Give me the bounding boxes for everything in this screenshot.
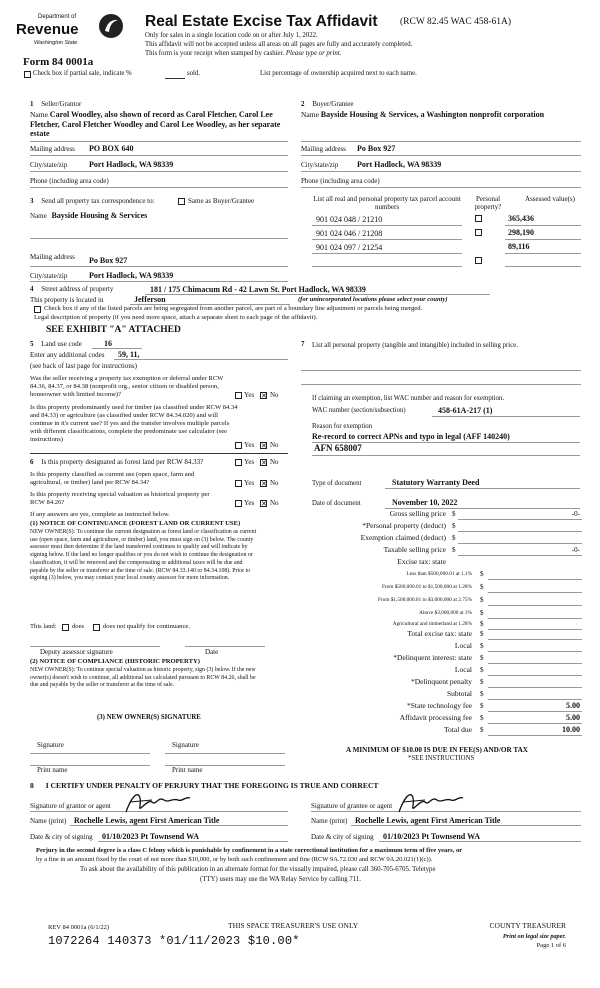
header-note1: Only for sales in a single location code on or after July 1, 2022.	[145, 32, 318, 39]
parcels-col2-header: Personal property?	[474, 195, 502, 212]
bracket3-label: From $1,500,000.01 to $3,000,000 at 2.75%	[377, 597, 472, 603]
corr-mail-label: Mailing address	[30, 253, 75, 261]
unincorporated-note: (for unincorporated locations please select your county)	[298, 296, 448, 303]
grantor-date-line	[98, 841, 288, 842]
buyer-heading: Buyer/Grantee	[312, 100, 354, 108]
q6a-no-checkbox[interactable]: ✕	[261, 459, 267, 467]
parcel-row-3: 901 024 097 / 21254	[316, 243, 383, 252]
q6b-yes-checkbox[interactable]	[235, 480, 242, 487]
q5b-no-label: No	[270, 441, 279, 449]
partial-sale-label: Check box if partial sale, indicate %	[33, 70, 132, 77]
corr-name-row	[30, 211, 147, 220]
bracket1-dollar: $	[480, 570, 484, 578]
seller-name-label: Name	[30, 110, 48, 119]
value-line-3	[505, 253, 581, 254]
corr-city-line	[30, 281, 288, 282]
q6c-yes-checkbox[interactable]	[235, 500, 242, 507]
taxable-line	[458, 555, 582, 556]
grantee-date-label: Date & city of signing	[311, 833, 374, 841]
owner-print-line-1	[30, 765, 150, 766]
additional-codes: 59, 11,	[118, 350, 140, 359]
forest-q3: Is this property receiving special valuation as historical property per RCW 84.26?	[30, 491, 210, 506]
see-instructions-note: *SEE INSTRUCTIONS	[408, 755, 475, 762]
header-note3	[145, 50, 341, 58]
does-not-label: does not qualify for continuance.	[103, 623, 190, 630]
exemption-deduct-label: Exemption claimed (deduct)	[360, 533, 446, 542]
total-due-line	[488, 735, 582, 736]
bracket1-label: Less than $500,000.01 at 1.1%	[406, 571, 472, 577]
bracket4-label: Above $3,000,000 at 3%	[419, 610, 472, 616]
total-excise-label: Total excise tax: state	[407, 629, 472, 638]
gross-dollar: $	[452, 510, 456, 518]
percent-note: List percentage of ownership acquired next to each name.	[260, 70, 417, 77]
corr-mail-line	[30, 266, 288, 267]
personal-label: List all personal property (tangible and intangible) included in selling price.	[312, 342, 518, 349]
q6a-no-label: No	[270, 458, 279, 466]
total-due-dollar: $	[480, 726, 484, 734]
tech-fee-dollar: $	[480, 702, 484, 710]
q6b-no-label: No	[270, 479, 279, 487]
grantee-name-label: Name (print)	[311, 817, 348, 825]
tech-fee-line	[488, 711, 582, 712]
grantor-date: 01/10/2023 Pt Townsend WA	[102, 832, 199, 841]
bracket5-line	[488, 629, 582, 630]
affidavit-fee-label: Affidavit processing fee	[399, 713, 472, 722]
q5a-yes-checkbox[interactable]	[235, 392, 242, 399]
parcel-line-1	[312, 225, 462, 226]
parcel-line-3	[312, 253, 462, 254]
footer-rev: REV 84 0001a (6/1/22)	[48, 924, 110, 931]
land-use-q2	[30, 404, 240, 444]
personal-deduct-line	[458, 531, 582, 532]
footer-county: COUNTY TREASURER	[489, 921, 566, 930]
partial-percent-line	[165, 78, 185, 79]
grantee-date: 01/10/2023 Pt Townsend WA	[383, 832, 480, 841]
street-line	[145, 294, 490, 295]
afn-text: AFN 658007	[314, 443, 362, 453]
grantor-name: Rochelle Lewis, agent First American Title	[74, 816, 220, 825]
dept-line3: Washington State	[34, 40, 78, 46]
excise-state-label: Excise tax: state	[397, 557, 446, 566]
affidavit-fee-line	[488, 723, 582, 724]
does-label: does	[72, 623, 85, 630]
seller-city-line	[30, 171, 288, 172]
forest-if-yes: If any answers are yes, complete as instructed below.	[30, 511, 170, 518]
seller-name-block	[30, 110, 288, 139]
corr-city-label: City/state/zip	[30, 272, 68, 280]
grantee-name-line	[351, 825, 581, 826]
buyer-name-label: Name	[301, 110, 319, 119]
certify-num: 8	[30, 781, 34, 790]
does-not-checkbox[interactable]	[93, 624, 100, 631]
bracket5-dollar: $	[480, 620, 484, 628]
additional-codes-label: Enter any additional codes	[30, 351, 105, 359]
local-dollar: $	[480, 642, 484, 650]
parcel-row-2: 901 024 046 / 21208	[316, 229, 383, 238]
dept-line2: Revenue	[16, 21, 79, 38]
new-owner-sig-title: (3) NEW OWNER(S) SIGNATURE	[97, 714, 201, 721]
seller-section	[30, 100, 81, 108]
grantor-signature-icon	[122, 788, 192, 818]
grantor-name-line	[70, 825, 288, 826]
buyer-mail: Po Box 927	[357, 144, 396, 153]
perjury-line2: by a fine in an amount fixed by the court of not more than $10,000, or by both such confinement and fine (RCW 9A.72.030 and RCW 9A.20.021(1)(c)).	[36, 856, 433, 863]
doc-type-line	[385, 488, 580, 489]
forest-q2: Is this property classified as current use (open space, farm and agricultural, or timber) land per RCW 84.34?	[30, 471, 195, 486]
seller-name-line	[30, 141, 288, 142]
seller-heading: Seller/Grantor	[41, 100, 82, 108]
doc-date: November 10, 2022	[392, 498, 458, 507]
wac-number: 458-61A-217 (1)	[438, 406, 493, 415]
land-use-num: 5	[30, 340, 34, 348]
parcel-row-1: 901 024 048 / 21210	[316, 215, 383, 224]
assessed-value-2: 298,190	[508, 228, 534, 237]
reason-label: Reason for exemption	[312, 423, 373, 430]
taxable-label: Taxable selling price	[383, 545, 446, 554]
buyer-city: Port Hadlock, WA 98339	[357, 160, 442, 169]
owner-signature-label-1: Signature	[37, 741, 64, 749]
buyer-num: 2	[301, 100, 305, 108]
owner-signature-label-2: Signature	[172, 741, 199, 749]
bracket4-dollar: $	[480, 609, 484, 617]
seller-num: 1	[30, 100, 34, 108]
bracket3-dollar: $	[480, 596, 484, 604]
subtotal-dollar: $	[480, 690, 484, 698]
seller-mail: PO BOX 640	[89, 144, 134, 153]
header-note3-italic: Please type or print.	[285, 50, 342, 57]
buyer-name-block	[301, 110, 581, 120]
assessed-value-1: 365,436	[508, 214, 534, 223]
perjury-line3: To ask about the availability of this publication in an alternate format for the visually impaired, please call 360-705-6705. Teletype	[80, 866, 436, 873]
owner-print-name-label-1: Print name	[37, 766, 68, 774]
assessed-value-3: 89,116	[508, 242, 530, 251]
land-use-row	[30, 340, 82, 348]
this-land-row	[30, 623, 57, 631]
taxable-value: -0-	[571, 546, 580, 554]
footer-legal-paper: Print on legal size paper.	[502, 933, 566, 940]
wac-line	[432, 416, 580, 417]
delinquent-interest-line	[488, 663, 582, 664]
parcels-col1-header: List all real and personal property tax parcel account numbers	[313, 195, 461, 212]
q6a-yes-checkbox[interactable]	[235, 459, 242, 466]
total-due-label: Total due	[443, 725, 472, 734]
notice1-title: (1) NOTICE OF CONTINUANCE (FOREST LAND OR CURRENT USE)	[30, 520, 241, 527]
total-excise-line	[488, 639, 582, 640]
buyer-phone-label: Phone (including area code)	[301, 177, 380, 185]
bracket4-line	[488, 618, 582, 619]
affidavit-fee-value: 5.00	[566, 713, 580, 722]
deputy-date-label: Date	[205, 648, 219, 656]
buyer-city-label: City/state/zip	[301, 161, 339, 169]
title-ref: (RCW 82.45 WAC 458-61A)	[400, 17, 512, 27]
cashier-stamp: 1072264 140373 *01/11/2023 $10.00*	[48, 934, 300, 948]
deputy-sig-label: Deputy assessor signature	[40, 648, 113, 656]
gross-line	[458, 519, 582, 520]
revenue-logo-icon	[98, 13, 124, 39]
minimum-due-note: A MINIMUM OF $10.00 IS DUE IN FEE(S) AND/OR TAX	[346, 746, 528, 754]
owner-sig-line-1	[30, 753, 150, 754]
total-excise-dollar: $	[480, 630, 484, 638]
see-back-note: (see back of last page for instructions)	[30, 362, 137, 370]
seller-city-label: City/state/zip	[30, 161, 68, 169]
grantee-sig-label: Signature of grantee or agent	[311, 802, 393, 810]
exemption-deduct-dollar: $	[452, 534, 456, 542]
correspondence-label: Send all property tax correspondence to:	[41, 197, 155, 205]
delinquent-interest-label: *Delinquent interest: state	[393, 653, 472, 662]
partial-sold-label: sold.	[187, 70, 201, 77]
partial-sale-checkbox[interactable]	[24, 71, 31, 78]
forest-num: 6	[30, 458, 34, 466]
bracket1-line	[488, 579, 582, 580]
segregated-label: Check box if any of the listed parcels are being segregated from another parcel, are part of a boundary line adjustment or parcels being merged.	[44, 305, 423, 312]
deputy-date-line	[185, 646, 265, 647]
parcels-col3-header: Assessed value(s)	[525, 195, 575, 203]
land-use-code-line	[92, 348, 142, 349]
located-county: Jefferson	[134, 295, 166, 304]
notice2-title: (2) NOTICE OF COMPLIANCE (HISTORIC PROPERTY)	[30, 658, 200, 665]
gross-value: -0-	[571, 510, 580, 518]
wac-label: WAC number (section/subsection)	[312, 407, 406, 414]
personal-property-checkbox-2[interactable]	[475, 229, 482, 236]
total-due-value: 10.00	[562, 725, 580, 734]
gross-label: Gross selling price	[389, 509, 446, 518]
page-title: Real Estate Excise Tax Affidavit	[145, 13, 378, 30]
revenue-logo	[16, 13, 124, 53]
buyer-mail-label: Mailing address	[301, 145, 346, 153]
doc-type: Statutory Warranty Deed	[392, 478, 480, 487]
q5a-no-checkbox[interactable]: ✕	[261, 392, 267, 400]
taxable-dollar: $	[452, 546, 456, 554]
land-use-code-label: Land use code	[41, 340, 82, 348]
grantor-date-label: Date & city of signing	[30, 833, 93, 841]
buyer-section	[301, 100, 353, 108]
tech-fee-value: 5.00	[566, 701, 580, 710]
tech-fee-label: *State technology fee	[407, 701, 472, 710]
bracket2-label: From $500,000.01 to $1,500,000 at 1.28%	[381, 584, 472, 590]
location-street-label: Street address of property	[41, 285, 114, 293]
personal-property-checkbox-1[interactable]	[475, 215, 482, 222]
q5b-yes-checkbox[interactable]	[235, 442, 242, 449]
personal-property-checkbox-4[interactable]	[475, 257, 482, 264]
land-use-q1: Was the seller receiving a property tax exemption or deferral under RCW 84.36, 84.37, or 84.38 (nonprofit org., senior citizen or disabled person, homeowner with limited income)?	[30, 375, 224, 398]
this-land-label: This land:	[30, 623, 57, 630]
buyer-phone-line	[301, 187, 581, 188]
bracket2-line	[488, 592, 582, 593]
value-line-4	[505, 266, 581, 267]
q5b-no-checkbox[interactable]: ✕	[261, 442, 267, 450]
delinquent-interest-dollar: $	[480, 654, 484, 662]
delinquent-penalty-dollar: $	[480, 678, 484, 686]
reason-text: Re-record to correct APNs and typo in legal (AFF 140240)	[312, 432, 510, 441]
exhibit-text: SEE EXHIBIT "A" ATTACHED	[46, 325, 181, 335]
additional-codes-line	[114, 359, 288, 360]
grantee-name: Rochelle Lewis, agent First American Title	[355, 816, 501, 825]
q6c-yes-label: Yes	[244, 499, 255, 507]
seller-phone-line	[30, 187, 288, 188]
local2-dollar: $	[480, 666, 484, 674]
personal-num: 7	[301, 340, 305, 348]
buyer-mail-line	[301, 155, 581, 156]
header-note2: This affidavit will not be accepted unless all areas on all pages are fully and accurately completed.	[145, 41, 413, 48]
corr-name: Bayside Housing & Services	[51, 211, 148, 220]
notice1-text: NEW OWNER(S): To continue the current designation as forest land or classification as current use (open space, farm and agriculture, or timber) land, you must sign on (3) below. The county assessor must then determine if the land transferred continues to qualify and will indicate by signing below. If the land no longer qualifies or you do not wish to continue the designation or classification, it will be removed and the compensating or additional taxes will be due and payable by the seller or transferor at the time of sale. (RCW 84.33.140 or 84.34.108). Prior to signing (3) below, you may contact your local county assessor for more information.	[30, 529, 257, 582]
buyer-city-line	[301, 171, 581, 172]
correspondence-num: 3	[30, 197, 34, 205]
corr-name-label: Name	[30, 212, 47, 220]
corr-name-line	[30, 238, 288, 239]
seller-mail-line	[30, 155, 288, 156]
footer-treasurer-space: THIS SPACE TREASURER'S USE ONLY	[228, 921, 359, 930]
bracket2-dollar: $	[480, 583, 484, 591]
subtotal-line	[488, 699, 582, 700]
buyer-name-line	[301, 141, 581, 142]
seller-phone-label: Phone (including area code)	[30, 177, 109, 185]
local-label: Local	[454, 641, 472, 650]
personal-row	[301, 340, 305, 348]
q5b-yes-label: Yes	[244, 441, 255, 449]
location-street: 181 / 175 Chimacum Rd - 42 Lawn St. Port Hadlock, WA 98339	[150, 285, 366, 294]
bracket5-label: Agricultural and timberland at 1.28%	[392, 621, 472, 627]
seller-name: Carol Woodley, also shown of record as Carol Fletcher, Carol Lee Fletcher, Carol Fletcher Woodley and Carol Lee Woodley, as her separate estate	[30, 110, 281, 138]
perjury-line4: (TTY) users may use the WA Relay Service by calling 711.	[200, 876, 362, 883]
q6b-no-checkbox[interactable]: ✕	[261, 480, 267, 488]
personal-line-1	[301, 370, 581, 371]
forest-q1-row	[30, 458, 203, 466]
certify-row	[30, 782, 379, 791]
location-num: 4	[30, 285, 34, 293]
same-as-buyer-label: Same as Buyer/Grantee	[188, 197, 255, 205]
perjury-line1: Perjury in the second degree is a class C felony which is punishable by confinement in a state correctional institution for a maximum term of five years, or	[36, 847, 463, 854]
located-label: This property is located in	[30, 296, 104, 304]
local2-label: Local	[454, 665, 472, 674]
doc-type-label: Type of document	[312, 480, 362, 487]
legal-description-label: Legal description of property (if you need more space, attach a separate sheet to each page of the affidavit).	[34, 314, 318, 321]
exemption-note: If claiming an exemption, list WAC number and reason for exemption.	[312, 395, 505, 402]
grantor-name-label: Name (print)	[30, 817, 67, 825]
delinquent-penalty-label: *Delinquent penalty	[410, 677, 472, 686]
land-use-q2-text: Is this property predominantly used for timber (as classified under RCW 84.34 and 84.33) or agriculture (as classified under RCW 84.34.020) and will continue in it's current use? If yes and the transfer involves multiple parcels with different classifications, complete the predominate use calculator (see instructions)	[30, 404, 238, 443]
personal-line-2	[301, 384, 581, 385]
corr-mail: Po Box 927	[89, 256, 128, 265]
value-line-2	[505, 239, 581, 240]
doc-date-label: Date of document	[312, 500, 361, 507]
parcel-line-2	[312, 239, 462, 240]
land-use-code: 16	[104, 339, 112, 348]
personal-deduct-label: *Personal property (deduct)	[362, 521, 446, 530]
forest-q1: Is this property designated as forest land per RCW 84.33?	[41, 458, 204, 466]
seller-city: Port Hadlock, WA 98339	[89, 160, 174, 169]
correspondence-section	[30, 197, 155, 205]
owner-print-name-label-2: Print name	[172, 766, 203, 774]
subtotal-label: Subtotal	[446, 689, 472, 698]
section6-top-line	[30, 453, 288, 454]
local-line	[488, 651, 582, 652]
grantee-date-line	[379, 841, 581, 842]
delinquent-penalty-line	[488, 687, 582, 688]
same-as-buyer-checkbox[interactable]	[178, 198, 185, 205]
deputy-sig-line	[30, 646, 160, 647]
parcel-line-4	[312, 266, 462, 267]
owner-print-line-2	[165, 765, 285, 766]
certify-text: I CERTIFY UNDER PENALTY OF PERJURY THAT THE FOREGOING IS TRUE AND CORRECT	[45, 781, 379, 790]
header-note3-text: This form is your receipt when stamped by cashier.	[145, 50, 285, 57]
q6a-yes-label: Yes	[244, 458, 255, 466]
owner-sig-line-2	[165, 753, 285, 754]
reason-line-2	[312, 455, 580, 456]
segregated-checkbox[interactable]	[34, 306, 41, 313]
location-street-row	[30, 285, 113, 293]
corr-city: Port Hadlock, WA 98339	[89, 271, 174, 280]
affidavit-fee-dollar: $	[480, 714, 484, 722]
does-checkbox[interactable]	[62, 624, 69, 631]
q6b-yes-label: Yes	[244, 479, 255, 487]
grantee-signature-icon	[395, 788, 465, 818]
q6c-no-label: No	[270, 499, 279, 507]
footer-page-number: Page 1 of 6	[536, 942, 566, 949]
grantor-sig-label: Signature of grantor or agent	[30, 802, 111, 810]
notice2-text: NEW OWNER(S): To continue special valuation as historic property, sign (3) below. If the new owner(s) doesn't wish to continue, all additional tax calculated pursuant to RCW 84.26, shall be due and payable by the seller or transferor at the time of sale.	[30, 667, 256, 689]
exemption-deduct-line	[458, 543, 582, 544]
form-number: Form 84 0001a	[23, 56, 94, 68]
q5a-no-label: No	[270, 391, 279, 399]
local2-line	[488, 675, 582, 676]
q6c-no-checkbox[interactable]: ✕	[261, 500, 267, 508]
personal-deduct-dollar: $	[452, 522, 456, 530]
buyer-name: Bayside Housing & Services, a Washington nonprofit corporation	[320, 110, 545, 119]
bracket3-line	[488, 605, 582, 606]
value-line-1	[505, 225, 581, 226]
seller-mail-label: Mailing address	[30, 145, 75, 153]
dept-line1: Department of	[38, 14, 77, 20]
q5a-yes-label: Yes	[244, 391, 255, 399]
